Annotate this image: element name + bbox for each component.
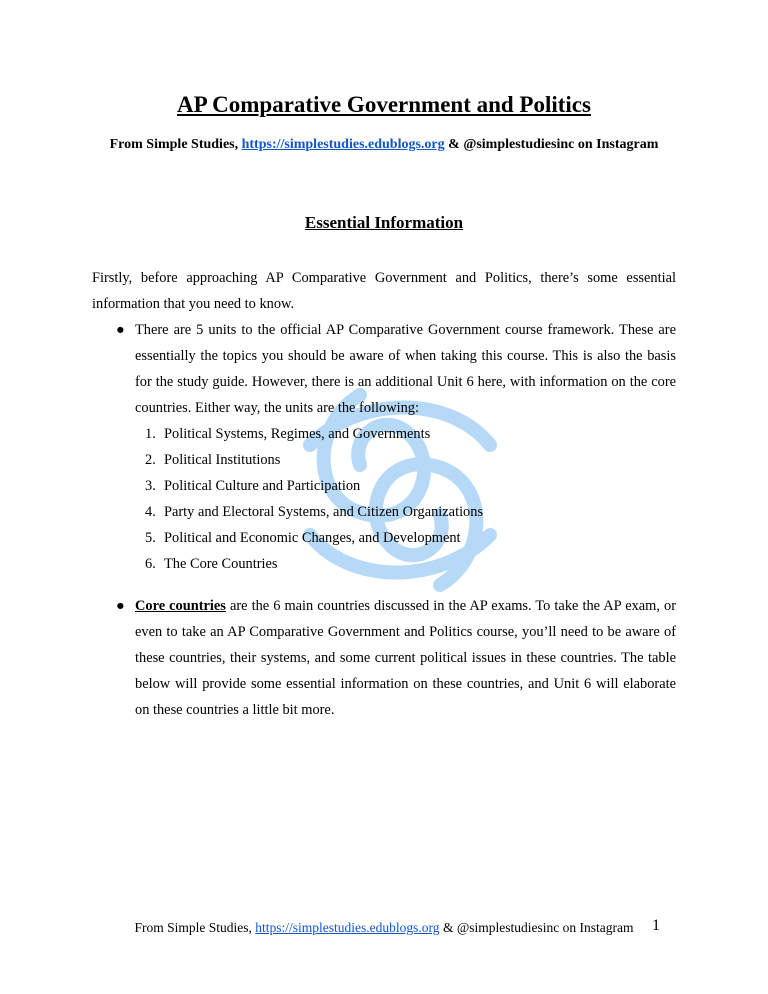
byline-link[interactable]: https://simplestudies.edublogs.org [241, 137, 445, 152]
core-countries-term: Core countries [135, 598, 226, 614]
bullet-text: Core countries are the 6 main countries discussed in the AP exams. To take the AP exam, or even to take an AP Comparative Government and Politics course, you’ll need to be aware of these countries, their systems, and some current political issues in these countries. The table below will provide some essential information on these countries, and Unit 6 will elaborate on these countries a little bit more. [135, 598, 676, 718]
bullet-text: There are 5 units to the official AP Comparative Government course framework. These are essentially the topics you should be aware of when taking this course. This is also the basis for the study guide. However, there is an additional Unit 6 here, with information on the core countries. Either way, the units are the following: [135, 322, 676, 416]
byline-prefix: From Simple Studies, [109, 137, 242, 152]
list-item: 1. Political Systems, Regimes, and Governments [145, 426, 431, 442]
document-title: AP Comparative Government and Politics [177, 92, 591, 117]
bullet-core-countries [116, 593, 676, 723]
list-item: 4. Party and Electoral Systems, and Citizen Organizations [145, 504, 484, 520]
page-number: 1 [652, 917, 660, 934]
list-item: 2. Political Institutions [145, 452, 281, 468]
footer-link[interactable]: https://simplestudies.edublogs.org [255, 920, 440, 935]
bullet-dot-icon: ● [116, 598, 125, 614]
section-heading: Essential Information [304, 213, 464, 232]
list-item: 6. The Core Countries [145, 556, 278, 572]
units-list [135, 421, 676, 577]
footer-suffix: & @simplestudiesinc on Instagram [439, 920, 634, 935]
bullet-dot-icon: ● [116, 322, 125, 338]
footer-prefix: From Simple Studies, [134, 920, 256, 935]
list-item: 5. Political and Economic Changes, and Development [145, 530, 461, 546]
bullet-units [116, 317, 676, 577]
byline-suffix: & @simplestudiesinc on Instagram [444, 137, 659, 152]
list-item: 3. Political Culture and Participation [145, 478, 361, 494]
byline [100, 131, 668, 159]
intro-paragraph: Firstly, before approaching AP Comparative Government and Politics, there’s some essential information that you need to know. [92, 270, 676, 312]
